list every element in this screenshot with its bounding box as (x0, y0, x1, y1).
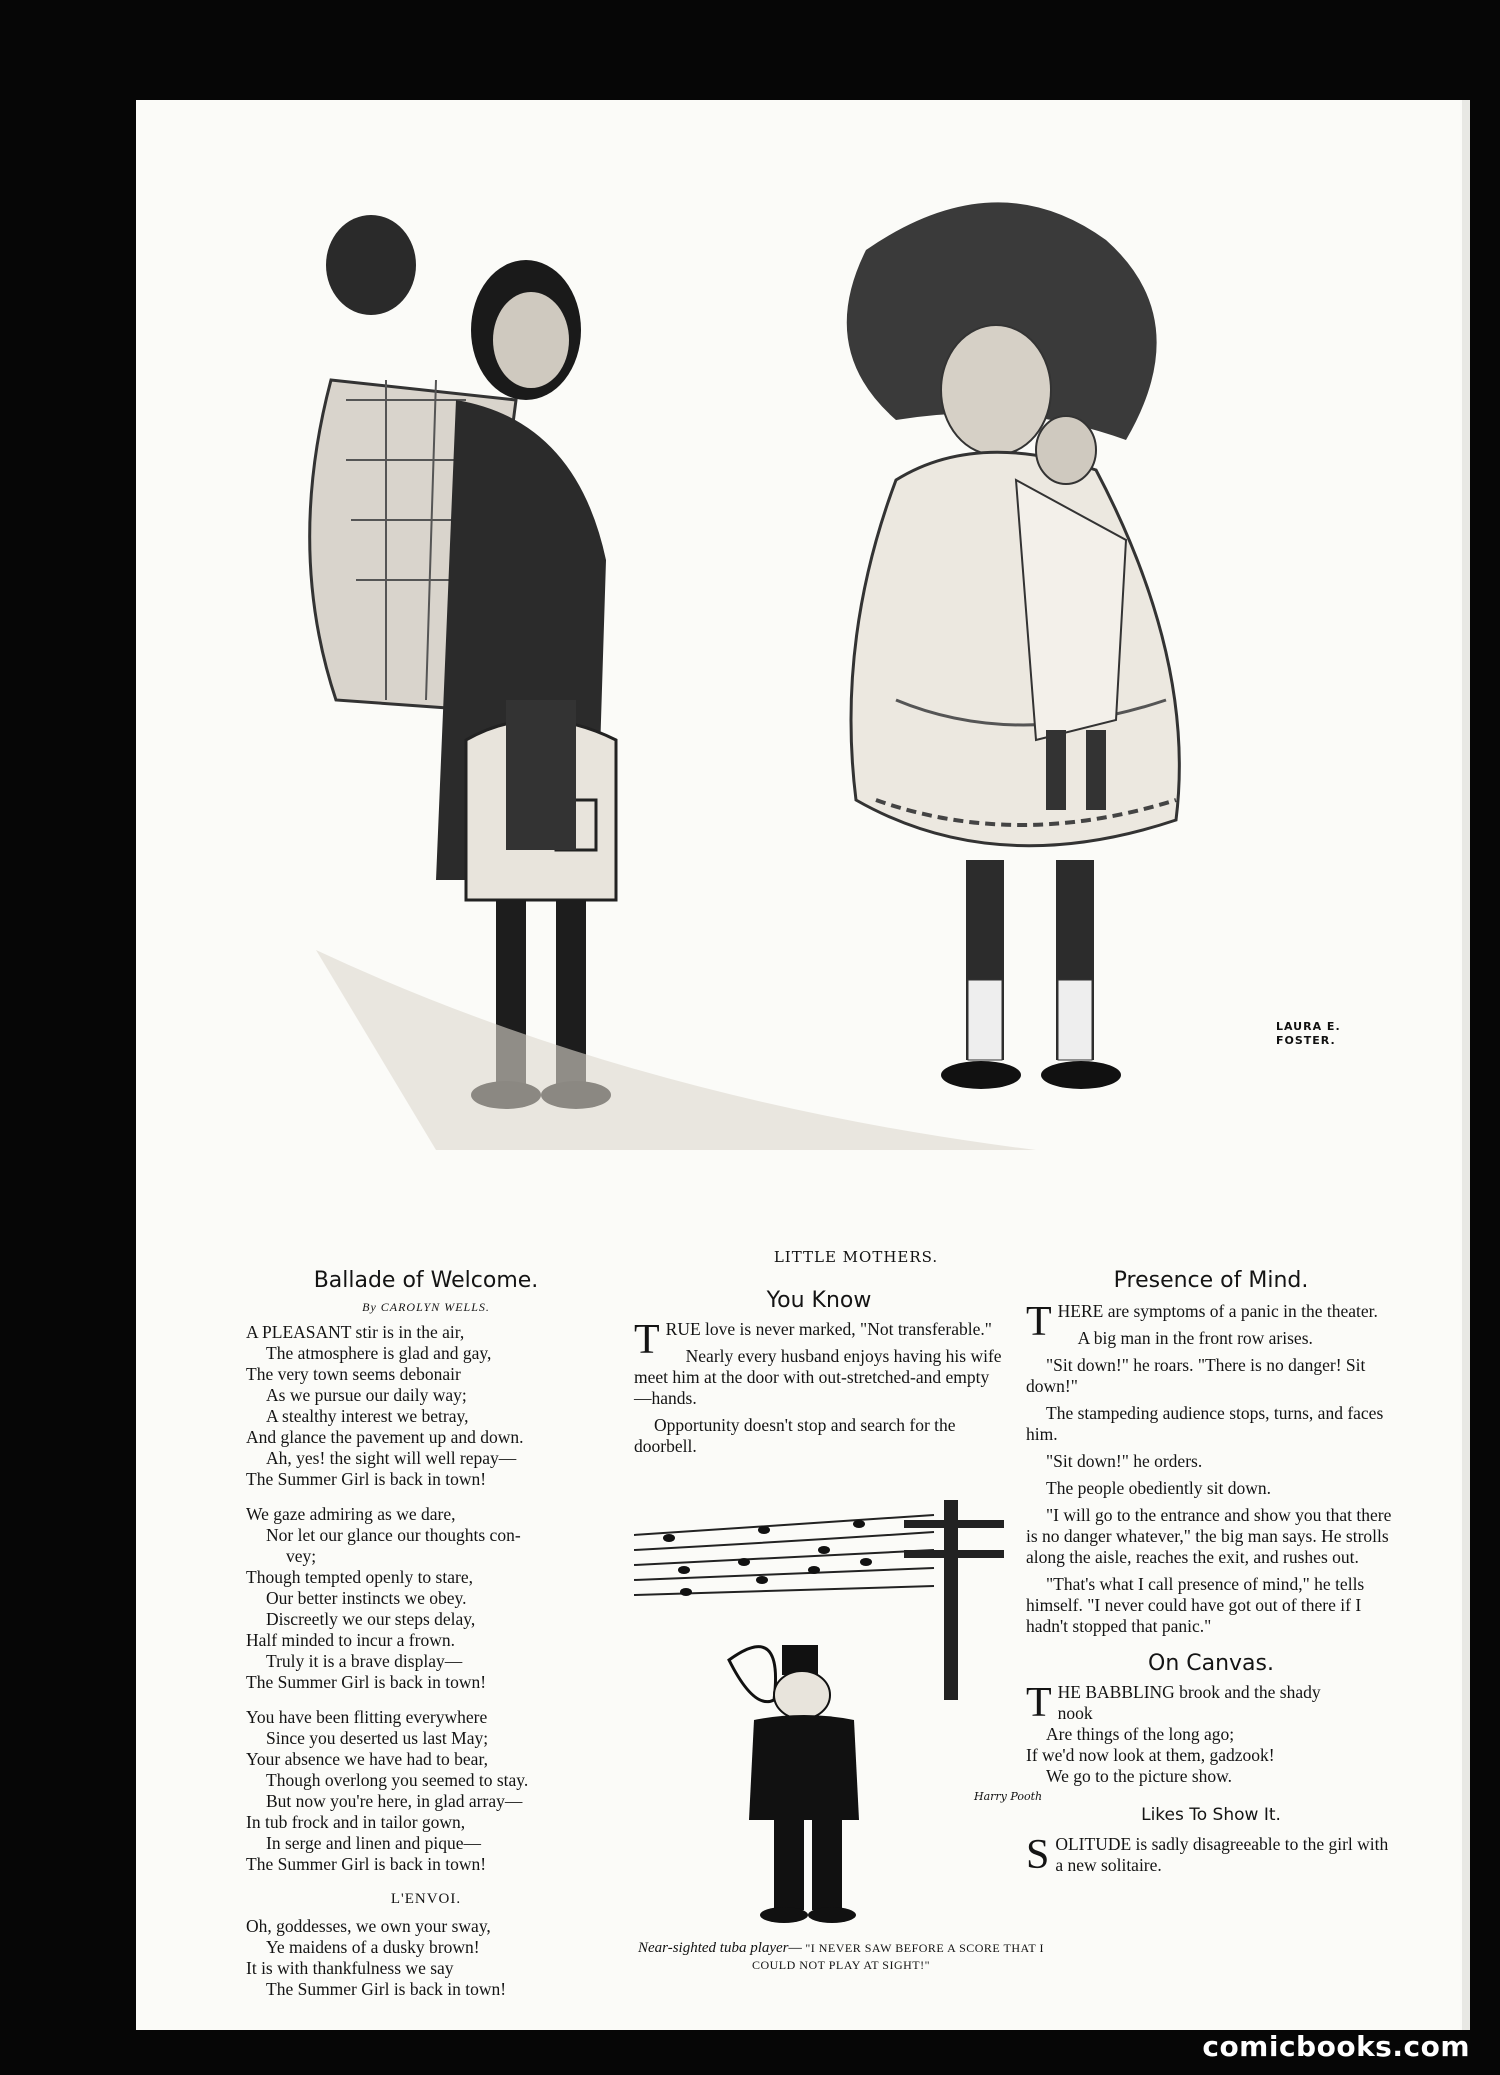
you-know-column (634, 1290, 1004, 1463)
likes-paragraph (1026, 1834, 1396, 1876)
girl-with-doll-figure (847, 202, 1180, 1089)
drop-cap: S (1026, 1832, 1050, 1878)
verse-line: Oh, goddesses, we own your sway, (246, 1916, 491, 1936)
ballade-byline: By CAROLYN WELLS. (362, 1300, 490, 1314)
verse-line: We go to the picture show. (1046, 1766, 1233, 1786)
music-staff-on-wires (634, 1515, 934, 1595)
presence-title: Presence of Mind. (1113, 1268, 1309, 1293)
presence-paragraph: "That's what I call presence of mind," he tells himself. "I never could have got out of there if I hadn't stopped that panic." (1026, 1574, 1365, 1636)
on-canvas-title: On Canvas. (1148, 1651, 1274, 1676)
paragraph-text: HERE are symptoms of a panic in the theater. (1057, 1301, 1378, 1321)
verse-line: In tub frock and in tailor gown, (246, 1812, 466, 1832)
presence-paragraph: "I will go to the entrance and show you that there is no danger whatever," the big man says. He strolls along the aisle, reaches the exit, and rushes out. (1026, 1505, 1392, 1567)
verse-line: The Summer Girl is back in town! (266, 1979, 507, 1999)
presence-paragraph: "Sit down!" he orders. (1046, 1451, 1203, 1471)
caption-italic: Near-sighted tuba player— (638, 1940, 802, 1956)
drop-cap: T (634, 1317, 660, 1363)
verse-line: Discreetly we our steps delay, (266, 1609, 476, 1629)
magazine-page (136, 100, 1462, 2030)
cartoon-caption (626, 1940, 1056, 1974)
envoi-heading: L'ENVOI. (390, 1891, 462, 1907)
verse-line: If we'd now look at them, gadzook! (1026, 1745, 1275, 1765)
on-canvas-verse (1026, 1682, 1396, 1787)
presence-paragraph: The stampeding audience stops, turns, and faces him. (1026, 1403, 1384, 1444)
facing-page-edge (1462, 100, 1470, 2030)
you-know-paragraph: Nearly every husband enjoys having his wife meet him at the door with out-stretched-and empty—hands. (634, 1346, 1002, 1408)
verse-line: You have been flitting everywhere (246, 1707, 488, 1727)
verse-line: We gaze admiring as we dare, (246, 1504, 456, 1524)
ballade-stanza-1 (246, 1322, 606, 1490)
verse-line: As we pursue our daily way; (266, 1385, 467, 1405)
verse-line: Though overlong you seemed to stay. (266, 1770, 529, 1790)
likes-title: Likes To Show It. (1141, 1805, 1281, 1825)
you-know-paragraph (634, 1317, 1004, 1363)
presence-paragraph: "Sit down!" he roars. "There is no danger! Sit down!" (1026, 1355, 1366, 1396)
verse-line: HE BABBLING brook and the shady (1057, 1682, 1321, 1702)
illustration-signature: LAURA E. FOSTER. (1276, 1020, 1341, 1047)
caption-quote: "I NEVER SAW BEFORE A SCORE THAT I COULD NOT PLAY AT SIGHT!" (751, 1941, 1044, 1972)
verse-line: The Summer Girl is back in town! (246, 1469, 487, 1489)
ballade-column (246, 1270, 606, 2000)
presence-column (1026, 1270, 1396, 1882)
presence-paragraph: A big man in the front row arises. (1077, 1328, 1313, 1348)
drop-cap: T (1026, 1299, 1052, 1345)
verse-line: But now you're here, in glad array— (266, 1791, 523, 1811)
cartoon-signature: Harry Pooth (974, 1790, 1043, 1803)
illustration-caption: LITTLE MOTHERS. (773, 1248, 939, 1266)
verse-line: vey; (286, 1546, 317, 1566)
verse-line: Are things of the long ago; (1046, 1724, 1235, 1744)
ballade-stanza-2 (246, 1504, 606, 1693)
verse-line: Since you deserted us last May; (266, 1728, 489, 1748)
you-know-paragraph: Opportunity doesn't stop and search for the doorbell. (634, 1415, 956, 1456)
verse-line: And glance the pavement up and down. (246, 1427, 524, 1447)
paragraph-text: OLITUDE is sadly disagreeable to the girl with a new solitaire. (1055, 1834, 1389, 1875)
verse-line: Your absence we have had to bear, (246, 1749, 488, 1769)
little-mothers-illustration (136, 100, 1462, 1150)
verse-line: Though tempted openly to stare, (246, 1567, 473, 1587)
verse-line: Ah, yes! the sight will well repay— (266, 1448, 517, 1468)
verse-line: Nor let our glance our thoughts con- (266, 1525, 521, 1545)
verse-line: Truly it is a brave display— (266, 1651, 463, 1671)
drop-cap: T (1026, 1680, 1052, 1726)
verse-line: A stealthy interest we betray, (266, 1406, 469, 1426)
verse-line: Half minded to incur a frown. (246, 1630, 455, 1650)
paragraph-text: RUE love is never marked, "Not transferable." (665, 1319, 992, 1339)
verse-line: A PLEASANT stir is in the air, (246, 1322, 465, 1342)
telegraph-pole (904, 1500, 1004, 1700)
verse-line: The very town seems debonair (246, 1364, 461, 1384)
you-know-title: You Know (766, 1288, 872, 1313)
tuba-player-figure (729, 1645, 859, 1923)
ballade-envoi (246, 1916, 606, 2000)
verse-line: nook (1057, 1703, 1093, 1723)
ballade-title: Ballade of Welcome. (313, 1268, 539, 1293)
site-watermark: comicbooks.com (1202, 2030, 1470, 2063)
verse-line: Our better instincts we obey. (266, 1588, 467, 1608)
verse-line: The atmosphere is glad and gay, (266, 1343, 492, 1363)
verse-line: The Summer Girl is back in town! (246, 1854, 487, 1874)
verse-line: Ye maidens of a dusky brown! (266, 1937, 480, 1957)
verse-line: The Summer Girl is back in town! (246, 1672, 487, 1692)
tuba-player-cartoon (634, 1500, 1054, 1940)
verse-line: In serge and linen and pique— (266, 1833, 481, 1853)
ballade-stanza-3 (246, 1707, 606, 1875)
presence-paragraph: The people obediently sit down. (1046, 1478, 1272, 1498)
verse-line: It is with thankfulness we say (246, 1958, 454, 1978)
